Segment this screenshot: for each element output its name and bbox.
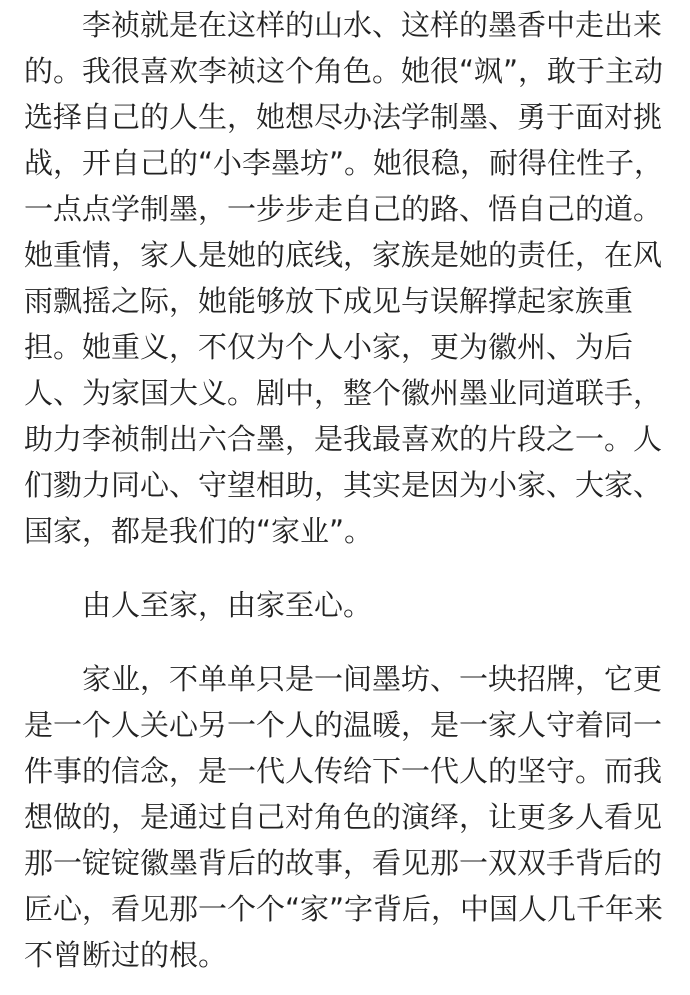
paragraph-spacer [24,628,674,656]
text-line: 选择自己的人生，她想尽办法学制墨、勇于面对挑 [24,100,663,134]
paragraph-spacer [24,554,674,582]
text-line: 担。她重义，不仅为个人小家，更为徽州、为后 [24,330,634,364]
text-line: 不曾断过的根。 [24,938,228,972]
text-line: 国家，都是我们的“家业”。 [24,514,374,548]
text-line: 那一锭锭徽墨背后的故事，看见那一双双手背后的 [24,846,663,880]
text-line: 由人至家，由家至心。 [82,588,373,622]
text-line: 的。我很喜欢李祯这个角色。她很“飒”，敢于主动 [24,54,664,88]
text-line: 李祯就是在这样的山水、这样的墨香中走出来 [82,8,663,42]
text-line: 想做的，是通过自己对角色的演绎，让更多人看见 [24,800,663,834]
text-line: 雨飘摇之际，她能够放下成见与误解撑起家族重 [24,284,634,318]
text-line: 是一个人关心另一个人的温暖，是一家人守着同一 [24,708,663,742]
text-line: 人、为家国大义。剧中，整个徽州墨业同道联手， [24,376,663,410]
paragraph [24,2,674,554]
text-line: 一点点学制墨，一步步走自己的路、悟自己的道。 [24,192,663,226]
text-line: 们勠力同心、守望相助，其实是因为小家、大家、 [24,468,663,502]
paragraph [24,582,674,628]
text-line: 战，开自己的“小李墨坊”。她很稳，耐得住性子， [24,146,664,180]
paragraph [24,656,674,978]
text-line: 匠心，看见那一个个“家”字背后，中国人几千年来 [24,892,664,926]
text-line: 助力李祯制出六合墨，是我最喜欢的片段之一。人 [24,422,663,456]
article-body [24,2,674,978]
text-line: 她重情，家人是她的底线，家族是她的责任，在风 [24,238,663,272]
text-line: 家业，不单单只是一间墨坊、一块招牌，它更 [82,662,663,696]
text-line: 件事的信念，是一代人传给下一代人的坚守。而我 [24,754,663,788]
